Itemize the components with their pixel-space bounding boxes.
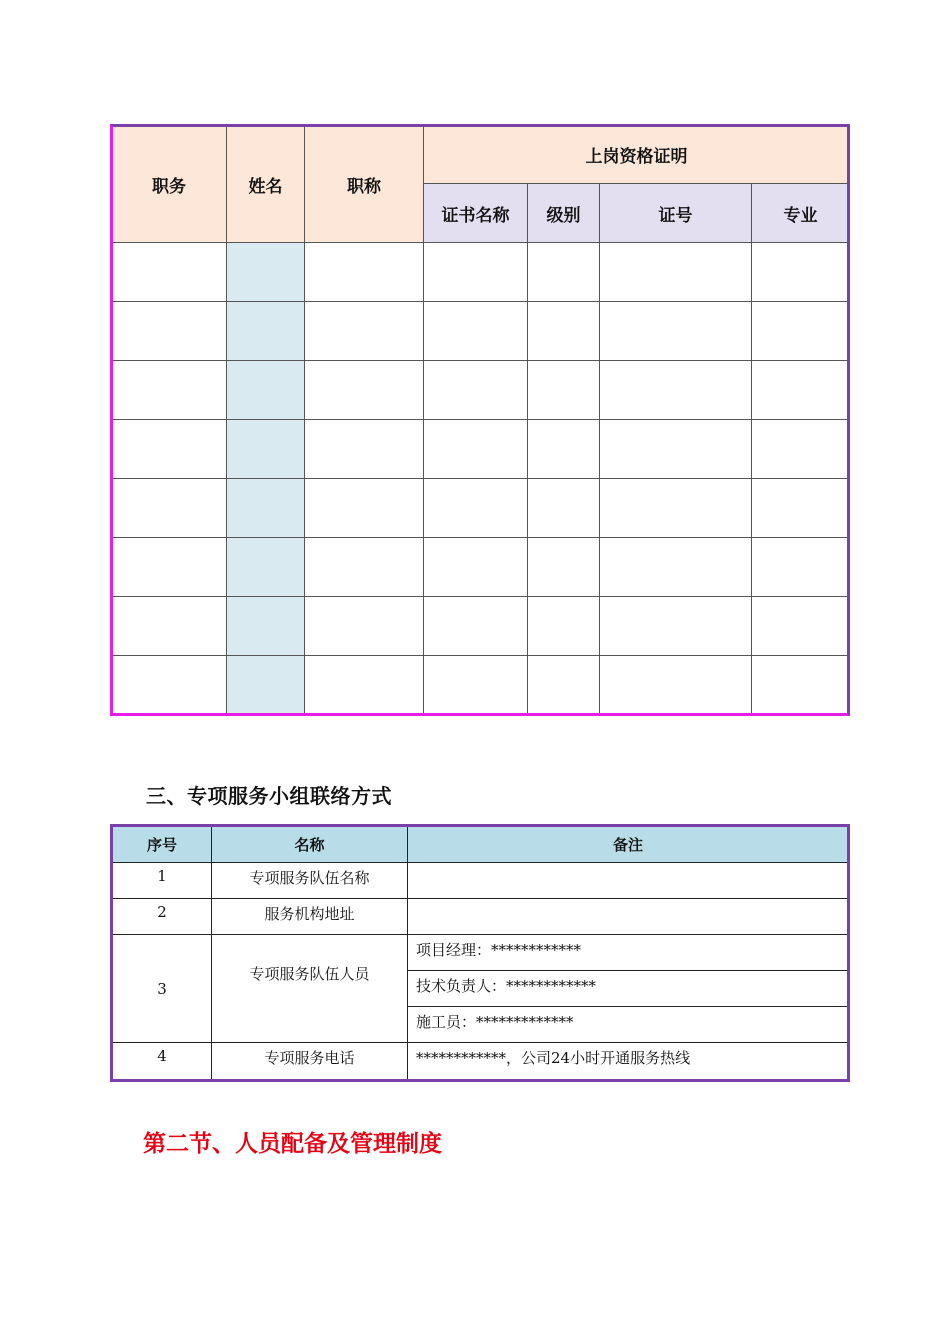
table-cell — [752, 302, 850, 361]
table-cell — [305, 538, 424, 597]
table-cell — [600, 243, 752, 302]
header-title: 职称 — [305, 126, 424, 243]
table-row — [113, 863, 849, 899]
table-cell — [305, 243, 424, 302]
table-row — [112, 302, 850, 361]
table-cell — [305, 597, 424, 656]
table-cell — [227, 420, 305, 479]
header-cert-no: 证号 — [600, 184, 752, 243]
table-cell — [528, 302, 600, 361]
table-cell — [752, 361, 850, 420]
table-cell — [600, 302, 752, 361]
table-cell — [305, 302, 424, 361]
table-row — [112, 243, 850, 302]
header-cert-name: 证书名称 — [424, 184, 528, 243]
table-cell — [112, 479, 227, 538]
table-cell — [305, 361, 424, 420]
header-item-name: 名称 — [212, 827, 408, 863]
table-cell — [424, 302, 528, 361]
table-cell — [752, 597, 850, 656]
table-cell — [227, 361, 305, 420]
table-cell — [600, 597, 752, 656]
table-row — [113, 935, 849, 971]
table-row — [113, 899, 849, 935]
row-no: 2 — [113, 899, 212, 935]
row-name: 服务机构地址 — [212, 899, 408, 935]
table-cell — [528, 420, 600, 479]
table-cell — [424, 243, 528, 302]
table-cell — [227, 243, 305, 302]
table-cell — [227, 538, 305, 597]
table-cell — [528, 538, 600, 597]
table-cell — [600, 538, 752, 597]
table-cell — [112, 243, 227, 302]
table-cell — [752, 420, 850, 479]
table-cell — [227, 656, 305, 715]
table-cell — [112, 302, 227, 361]
table-row — [112, 361, 850, 420]
contact-table — [112, 826, 849, 1081]
table-cell — [424, 597, 528, 656]
row-no: 4 — [113, 1043, 212, 1081]
table-cell — [424, 656, 528, 715]
table-cell — [305, 479, 424, 538]
row-remark — [408, 899, 849, 935]
table-cell — [600, 656, 752, 715]
row-name: 专项服务电话 — [212, 1043, 408, 1081]
table-row — [112, 479, 850, 538]
table-cell — [528, 597, 600, 656]
row-name: 专项服务队伍人员 — [212, 935, 408, 1043]
table-cell — [112, 420, 227, 479]
header-level: 级别 — [528, 184, 600, 243]
table-cell — [528, 656, 600, 715]
row-remark — [408, 863, 849, 899]
table-row — [113, 1043, 849, 1081]
table-cell — [600, 361, 752, 420]
table-cell — [227, 479, 305, 538]
section2-heading: 第二节、人员配备及管理制度 — [143, 1131, 442, 1157]
table-cell — [112, 656, 227, 715]
header-qualification: 上岗资格证明 — [424, 126, 850, 184]
table-cell — [528, 361, 600, 420]
section3-heading: 三、专项服务小组联络方式 — [146, 784, 392, 808]
row-remark-pm: 项目经理：************ — [408, 935, 849, 971]
table-cell — [528, 243, 600, 302]
table-cell — [112, 597, 227, 656]
table-cell — [752, 243, 850, 302]
table-row — [112, 597, 850, 656]
table-cell — [112, 538, 227, 597]
header-duty: 职务 — [112, 126, 227, 243]
staff-qualification-table — [111, 125, 850, 715]
table-cell — [600, 420, 752, 479]
row-no: 3 — [113, 935, 212, 1043]
table-row — [112, 538, 850, 597]
table-row — [112, 420, 850, 479]
table-cell — [305, 420, 424, 479]
table-cell — [752, 656, 850, 715]
row-remark-tech-lead: 技术负责人：************ — [408, 971, 849, 1007]
header-name: 姓名 — [227, 126, 305, 243]
table-cell — [424, 538, 528, 597]
row-remark: ************，公司24小时开通服务热线 — [408, 1043, 849, 1081]
header-no: 序号 — [113, 827, 212, 863]
header-remark: 备注 — [408, 827, 849, 863]
table-cell — [305, 656, 424, 715]
row-name: 专项服务队伍名称 — [212, 863, 408, 899]
table-row — [112, 656, 850, 715]
row-no: 1 — [113, 863, 212, 899]
table-cell — [752, 538, 850, 597]
table-cell — [112, 361, 227, 420]
table-cell — [528, 479, 600, 538]
table-cell — [424, 479, 528, 538]
table-cell — [227, 597, 305, 656]
table-cell — [424, 420, 528, 479]
table-cell — [752, 479, 850, 538]
table-cell — [227, 302, 305, 361]
table-cell — [600, 479, 752, 538]
table-cell — [424, 361, 528, 420]
header-major: 专业 — [752, 184, 850, 243]
row-remark-constructor: 施工员：************* — [408, 1007, 849, 1043]
